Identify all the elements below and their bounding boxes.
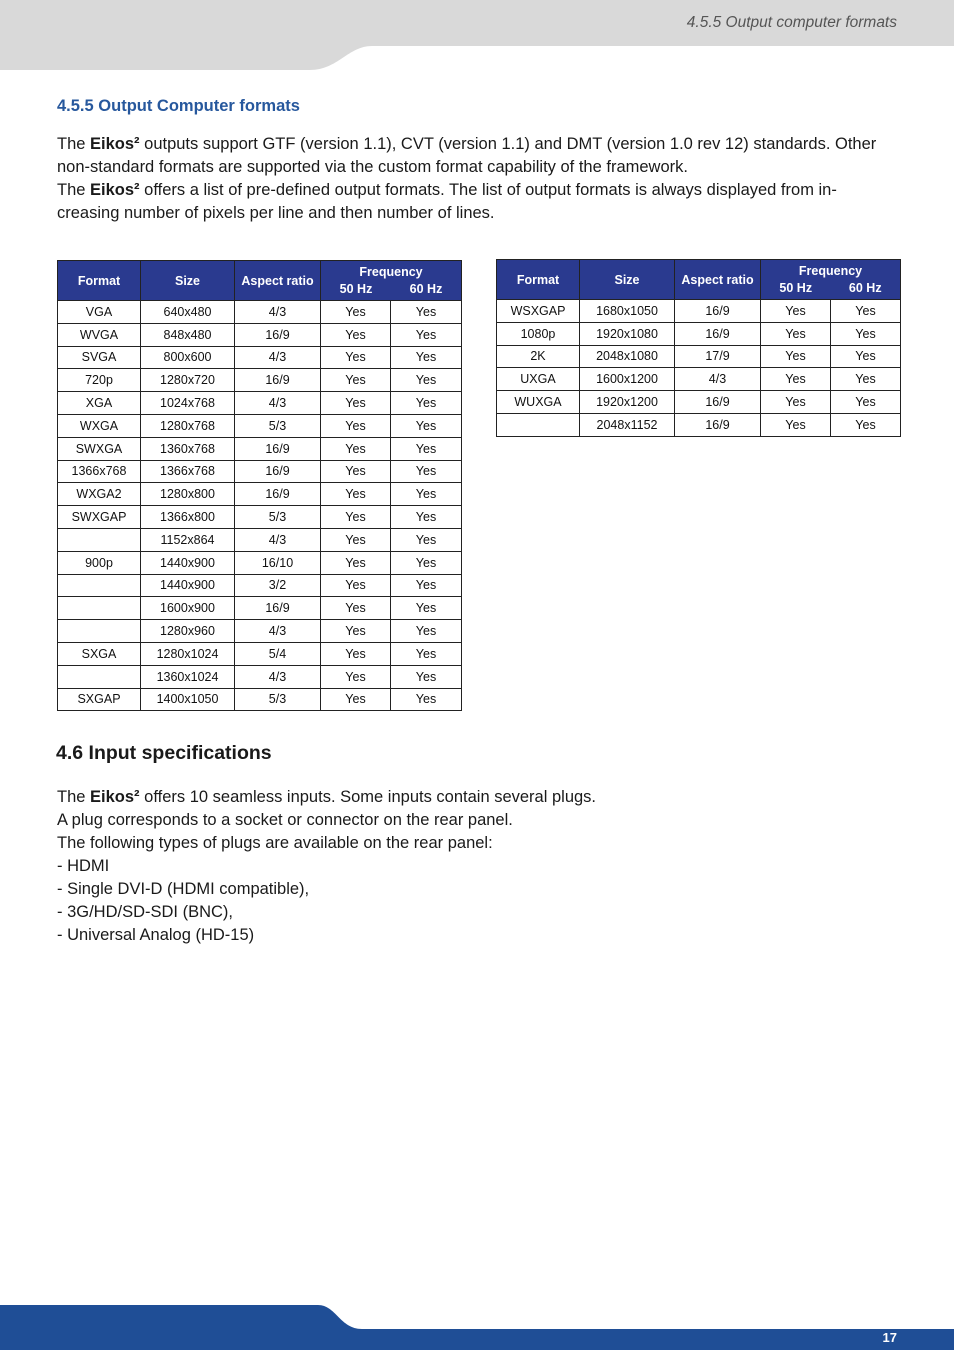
input-spec-line: - Single DVI-D (HDMI compatible), bbox=[57, 880, 310, 898]
cell-freq-60hz: Yes bbox=[391, 369, 462, 392]
table-row bbox=[497, 322, 901, 345]
running-header: 4.5.5 Output computer formats bbox=[686, 14, 897, 31]
section-title: 4.5.5 Output Computer formats bbox=[57, 97, 300, 115]
cell-size: 1152x864 bbox=[141, 528, 235, 551]
col-header-aspect: Aspect ratio bbox=[675, 260, 761, 300]
brand-name: Eikos² bbox=[90, 135, 140, 153]
col-header-60hz: 60 Hz bbox=[409, 281, 443, 296]
cell-freq-50hz: Yes bbox=[321, 323, 391, 346]
cell-size: 1600x900 bbox=[141, 597, 235, 620]
cell-size: 1400x1050 bbox=[141, 688, 235, 711]
cell-freq-50hz: Yes bbox=[761, 345, 831, 368]
cell-format: VGA bbox=[58, 301, 141, 324]
cell-aspect-ratio: 16/9 bbox=[235, 323, 321, 346]
brand-name: Eikos² bbox=[90, 181, 140, 199]
cell-freq-60hz: Yes bbox=[391, 688, 462, 711]
table-row bbox=[497, 345, 901, 368]
cell-size: 1280x1024 bbox=[141, 642, 235, 665]
input-spec-line: - 3G/HD/SD-SDI (BNC), bbox=[57, 903, 234, 921]
cell-freq-50hz: Yes bbox=[321, 392, 391, 415]
cell-size: 640x480 bbox=[141, 301, 235, 324]
cell-freq-50hz: Yes bbox=[321, 301, 391, 324]
cell-size: 1360x768 bbox=[141, 437, 235, 460]
cell-freq-50hz: Yes bbox=[321, 506, 391, 529]
cell-format bbox=[58, 574, 141, 597]
cell-freq-60hz: Yes bbox=[831, 345, 901, 368]
table-row bbox=[497, 413, 901, 436]
cell-freq-60hz: Yes bbox=[831, 322, 901, 345]
input-spec-body bbox=[57, 786, 899, 947]
cell-aspect-ratio: 4/3 bbox=[235, 346, 321, 369]
cell-freq-50hz: Yes bbox=[321, 460, 391, 483]
cell-freq-50hz: Yes bbox=[321, 551, 391, 574]
col-header-60hz: 60 Hz bbox=[848, 280, 882, 295]
cell-freq-50hz: Yes bbox=[321, 597, 391, 620]
input-spec-line: - HDMI bbox=[57, 857, 110, 875]
cell-format: WXGA bbox=[58, 414, 141, 437]
col-header-size: Size bbox=[141, 261, 235, 301]
cell-aspect-ratio: 3/2 bbox=[235, 574, 321, 597]
cell-freq-50hz: Yes bbox=[321, 346, 391, 369]
cell-aspect-ratio: 16/9 bbox=[235, 483, 321, 506]
section-intro bbox=[57, 133, 899, 225]
cell-format: SVGA bbox=[58, 346, 141, 369]
cell-freq-60hz: Yes bbox=[391, 642, 462, 665]
cell-aspect-ratio: 4/3 bbox=[235, 392, 321, 415]
cell-size: 1280x800 bbox=[141, 483, 235, 506]
cell-freq-60hz: Yes bbox=[391, 620, 462, 643]
cell-freq-60hz: Yes bbox=[391, 392, 462, 415]
cell-freq-60hz: Yes bbox=[391, 574, 462, 597]
output-formats-table-left bbox=[57, 260, 462, 711]
cell-format: WVGA bbox=[58, 323, 141, 346]
cell-freq-60hz: Yes bbox=[391, 597, 462, 620]
cell-freq-50hz: Yes bbox=[761, 413, 831, 436]
cell-format bbox=[58, 620, 141, 643]
table-row bbox=[58, 597, 462, 620]
cell-aspect-ratio: 4/3 bbox=[235, 301, 321, 324]
cell-aspect-ratio: 16/9 bbox=[235, 460, 321, 483]
cell-freq-60hz: Yes bbox=[391, 665, 462, 688]
cell-freq-50hz: Yes bbox=[761, 368, 831, 391]
table-row bbox=[58, 506, 462, 529]
cell-freq-60hz: Yes bbox=[831, 391, 901, 414]
cell-freq-60hz: Yes bbox=[391, 528, 462, 551]
table-row bbox=[58, 301, 462, 324]
cell-freq-60hz: Yes bbox=[831, 413, 901, 436]
cell-format bbox=[497, 413, 580, 436]
table-row bbox=[58, 665, 462, 688]
cell-size: 1366x800 bbox=[141, 506, 235, 529]
cell-size: 1920x1200 bbox=[580, 391, 675, 414]
table-row bbox=[58, 323, 462, 346]
cell-format: 900p bbox=[58, 551, 141, 574]
cell-freq-50hz: Yes bbox=[321, 528, 391, 551]
cell-aspect-ratio: 4/3 bbox=[675, 368, 761, 391]
page-number: 17 bbox=[882, 1330, 897, 1345]
cell-size: 1680x1050 bbox=[580, 300, 675, 323]
cell-size: 1440x900 bbox=[141, 574, 235, 597]
cell-size: 1366x768 bbox=[141, 460, 235, 483]
cell-aspect-ratio: 5/3 bbox=[235, 414, 321, 437]
input-spec-line: A plug corresponds to a socket or connector on the rear panel. bbox=[57, 811, 513, 829]
cell-freq-60hz: Yes bbox=[391, 551, 462, 574]
cell-freq-50hz: Yes bbox=[321, 369, 391, 392]
cell-format bbox=[58, 665, 141, 688]
input-spec-line: The following types of plugs are available on the rear panel: bbox=[57, 834, 493, 852]
cell-format: SXGA bbox=[58, 642, 141, 665]
output-formats-table-right bbox=[496, 259, 901, 437]
cell-size: 1600x1200 bbox=[580, 368, 675, 391]
col-header-50hz: 50 Hz bbox=[339, 281, 373, 296]
table-row bbox=[58, 460, 462, 483]
cell-freq-60hz: Yes bbox=[391, 414, 462, 437]
footer-band bbox=[0, 1305, 954, 1350]
cell-aspect-ratio: 16/9 bbox=[235, 369, 321, 392]
cell-freq-60hz: Yes bbox=[391, 323, 462, 346]
col-header-format: Format bbox=[58, 261, 141, 301]
cell-size: 2048x1152 bbox=[580, 413, 675, 436]
cell-freq-50hz: Yes bbox=[321, 665, 391, 688]
cell-aspect-ratio: 16/9 bbox=[235, 437, 321, 460]
col-header-50hz: 50 Hz bbox=[779, 280, 813, 295]
cell-size: 848x480 bbox=[141, 323, 235, 346]
cell-size: 1024x768 bbox=[141, 392, 235, 415]
cell-aspect-ratio: 16/10 bbox=[235, 551, 321, 574]
cell-aspect-ratio: 4/3 bbox=[235, 620, 321, 643]
cell-freq-60hz: Yes bbox=[831, 368, 901, 391]
paragraph-formats: The Eikos² offers a list of pre-defined output formats. The list of output formats is always displayed from in-creasing number of pixels per line and then number of lines. bbox=[57, 181, 837, 222]
cell-format: SWXGA bbox=[58, 437, 141, 460]
table-row bbox=[497, 300, 901, 323]
paragraph-inputs: The Eikos² offers 10 seamless inputs. Some inputs contain several plugs. bbox=[57, 788, 597, 806]
cell-freq-50hz: Yes bbox=[321, 642, 391, 665]
table-row bbox=[497, 368, 901, 391]
cell-freq-50hz: Yes bbox=[321, 688, 391, 711]
cell-format: WXGA2 bbox=[58, 483, 141, 506]
cell-freq-50hz: Yes bbox=[761, 322, 831, 345]
table-row bbox=[58, 642, 462, 665]
cell-format: WUXGA bbox=[497, 391, 580, 414]
cell-freq-60hz: Yes bbox=[391, 483, 462, 506]
cell-freq-50hz: Yes bbox=[321, 483, 391, 506]
cell-aspect-ratio: 16/9 bbox=[675, 391, 761, 414]
cell-size: 1280x720 bbox=[141, 369, 235, 392]
table-row bbox=[58, 414, 462, 437]
col-header-size: Size bbox=[580, 260, 675, 300]
cell-freq-60hz: Yes bbox=[831, 300, 901, 323]
cell-aspect-ratio: 4/3 bbox=[235, 665, 321, 688]
cell-format bbox=[58, 597, 141, 620]
table-row bbox=[58, 688, 462, 711]
cell-freq-50hz: Yes bbox=[321, 437, 391, 460]
cell-aspect-ratio: 5/4 bbox=[235, 642, 321, 665]
col-header-aspect: Aspect ratio bbox=[235, 261, 321, 301]
cell-freq-60hz: Yes bbox=[391, 301, 462, 324]
cell-format: 1366x768 bbox=[58, 460, 141, 483]
input-spec-heading: 4.6 Input specifications bbox=[56, 742, 272, 764]
cell-size: 1360x1024 bbox=[141, 665, 235, 688]
header-band bbox=[0, 0, 954, 70]
cell-freq-60hz: Yes bbox=[391, 506, 462, 529]
table-row bbox=[497, 391, 901, 414]
cell-format: 2K bbox=[497, 345, 580, 368]
cell-freq-60hz: Yes bbox=[391, 346, 462, 369]
paragraph-standards: The Eikos² outputs support GTF (version 1.1), CVT (version 1.1) and DMT (version 1.0 rev 12) standards. Other non-standard formats are supported via the custom format capability of the framework. bbox=[57, 135, 877, 176]
table-row bbox=[58, 369, 462, 392]
cell-format: 1080p bbox=[497, 322, 580, 345]
table-row bbox=[58, 437, 462, 460]
cell-size: 1440x900 bbox=[141, 551, 235, 574]
cell-size: 1280x768 bbox=[141, 414, 235, 437]
cell-size: 1920x1080 bbox=[580, 322, 675, 345]
col-header-frequency: Frequency 50 Hz 60 Hz bbox=[761, 260, 901, 300]
cell-aspect-ratio: 16/9 bbox=[675, 300, 761, 323]
cell-format: SXGAP bbox=[58, 688, 141, 711]
cell-freq-50hz: Yes bbox=[761, 391, 831, 414]
cell-freq-50hz: Yes bbox=[321, 574, 391, 597]
cell-format: SWXGAP bbox=[58, 506, 141, 529]
cell-format: 720p bbox=[58, 369, 141, 392]
table-row bbox=[58, 620, 462, 643]
table-row bbox=[58, 483, 462, 506]
cell-aspect-ratio: 4/3 bbox=[235, 528, 321, 551]
cell-freq-50hz: Yes bbox=[321, 620, 391, 643]
table-row bbox=[58, 392, 462, 415]
cell-format bbox=[58, 528, 141, 551]
cell-size: 2048x1080 bbox=[580, 345, 675, 368]
cell-freq-60hz: Yes bbox=[391, 460, 462, 483]
col-header-format: Format bbox=[497, 260, 580, 300]
table-row bbox=[58, 346, 462, 369]
cell-aspect-ratio: 5/3 bbox=[235, 506, 321, 529]
col-header-frequency: Frequency 50 Hz 60 Hz bbox=[321, 261, 462, 301]
cell-format: WSXGAP bbox=[497, 300, 580, 323]
table-row bbox=[58, 574, 462, 597]
table-row bbox=[58, 528, 462, 551]
table-row bbox=[58, 551, 462, 574]
brand-name: Eikos² bbox=[90, 788, 140, 806]
cell-aspect-ratio: 17/9 bbox=[675, 345, 761, 368]
cell-size: 800x600 bbox=[141, 346, 235, 369]
cell-size: 1280x960 bbox=[141, 620, 235, 643]
cell-format: XGA bbox=[58, 392, 141, 415]
cell-format: UXGA bbox=[497, 368, 580, 391]
cell-freq-50hz: Yes bbox=[321, 414, 391, 437]
cell-freq-60hz: Yes bbox=[391, 437, 462, 460]
input-spec-line: - Universal Analog (HD-15) bbox=[57, 926, 255, 944]
cell-aspect-ratio: 16/9 bbox=[235, 597, 321, 620]
cell-aspect-ratio: 16/9 bbox=[675, 413, 761, 436]
cell-aspect-ratio: 16/9 bbox=[675, 322, 761, 345]
cell-freq-50hz: Yes bbox=[761, 300, 831, 323]
cell-aspect-ratio: 5/3 bbox=[235, 688, 321, 711]
